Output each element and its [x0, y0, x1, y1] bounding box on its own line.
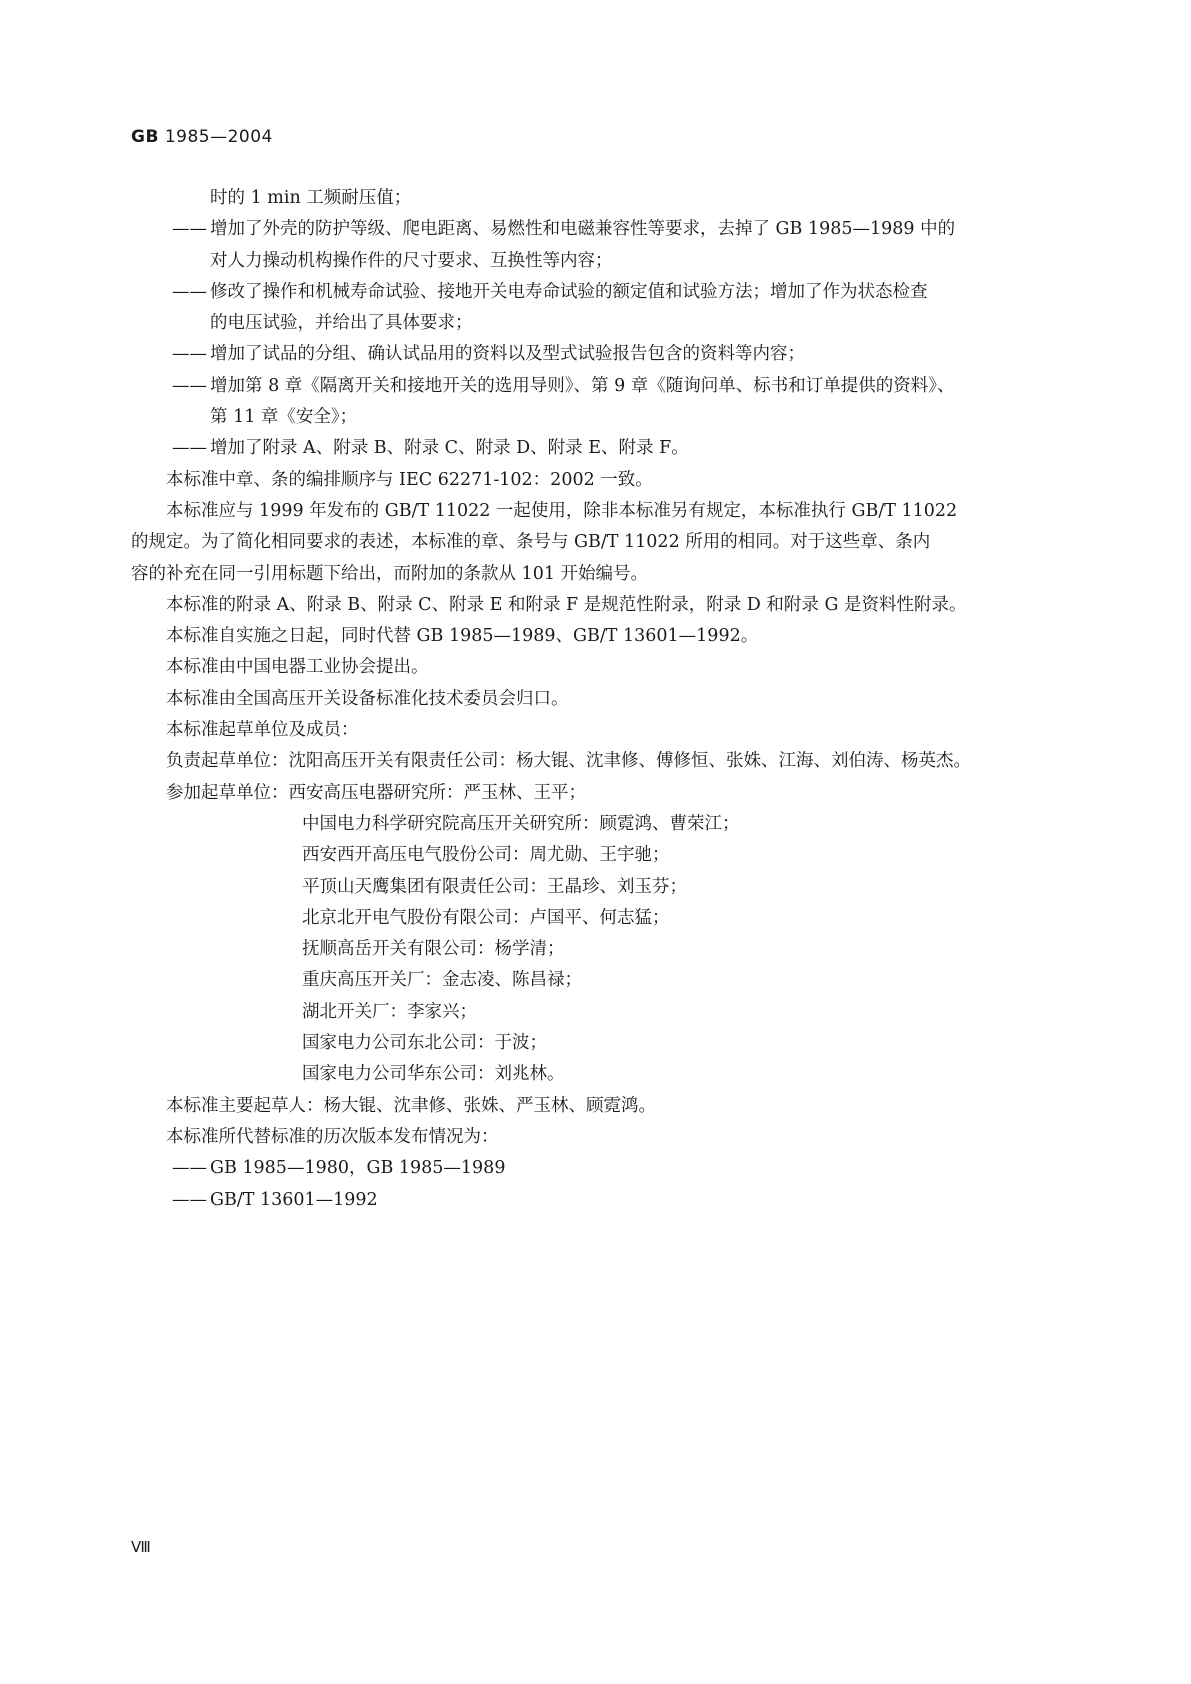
dash-marker: ——: [172, 219, 207, 240]
change-item-5: [166, 433, 1061, 464]
participating-unit: 平顶山天鹰集团有限责任公司：王晶珍、刘玉芬；: [302, 876, 687, 897]
history-item-1-text: GB 1985—1980，GB 1985—1989: [210, 1158, 506, 1179]
participating-units-list: [166, 809, 1061, 1091]
continuation-line: 时的 1 min 工频耐压值；: [210, 188, 412, 208]
change-item-2-line-1: 修改了操作和机械寿命试验、接地开关电寿命试验的额定值和试验方法；增加了作为状态检查: [210, 281, 928, 302]
paragraph-annexes: 本标准的附录 A、附录 B、附录 C、附录 E 和附录 F 是规范性附录，附录 D 和附录 G 是资料性附录。: [166, 594, 967, 615]
paragraph-main-drafters: 本标准主要起草人：杨大锟、沈聿修、张姝、严玉林、顾霓鸿。: [166, 1095, 656, 1116]
participating-unit: 重庆高压开关厂：金志凌、陈昌禄；: [302, 970, 582, 991]
history-item-2: [166, 1185, 1061, 1216]
participating-unit: 中国电力科学研究院高压开关研究所：顾霓鸿、曹荣江；: [302, 813, 740, 834]
change-item-3: [166, 339, 1061, 370]
document-code-header: [131, 127, 273, 147]
participating-unit: 抚顺高岳开关有限公司：杨学清；: [302, 939, 565, 960]
change-item-4: [166, 371, 1061, 434]
dash-marker: ——: [172, 344, 207, 365]
paragraph-replacement: 本标准自实施之日起，同时代替 GB 1985—1989、GB/T 13601—1992。: [166, 626, 759, 647]
change-item-4-line-2: 第 11 章《安全》；: [210, 407, 358, 428]
paragraph-usage-line-3: 容的补充在同一引用标题下给出，而附加的条款从 101 开始编号。: [131, 563, 649, 584]
paragraph-drafters-title: 本标准起草单位及成员：: [166, 720, 359, 741]
change-item-3-line-1: 增加了试品的分组、确认试品用的资料以及型式试验报告包含的资料等内容；: [210, 344, 805, 365]
participating-unit: 国家电力公司东北公司：于波；: [302, 1033, 547, 1054]
participating-unit: 国家电力公司华东公司：刘兆林。: [302, 1064, 565, 1085]
history-item-2-text: GB/T 13601—1992: [210, 1189, 378, 1210]
history-item-1: [166, 1153, 1061, 1184]
document-code-prefix: GB: [131, 127, 159, 147]
participating-unit: 湖北开关厂：李家兴；: [302, 1001, 477, 1022]
paragraph-usage-line-2: 的规定。为了简化相同要求的表述，本标准的章、条号与 GB/T 11022 所用的相同。对于这些章、条内: [131, 532, 931, 553]
change-item-2-line-2: 的电压试验，并给出了具体要求；: [210, 313, 473, 334]
change-item-1-line-1: 增加了外壳的防护等级、爬电距离、易燃性和电磁兼容性等要求，去掉了 GB 1985—1989 中的: [210, 219, 956, 240]
participating-unit: 北京北开电气股份有限公司：卢国平、何志猛；: [302, 907, 670, 928]
dash-marker: ——: [172, 1158, 207, 1179]
paragraph-proposer: 本标准由中国电器工业协会提出。: [166, 657, 429, 678]
dash-marker: ——: [172, 375, 207, 396]
paragraph-usage-line-1: 本标准应与 1999 年发布的 GB/T 11022 一起使用，除非本标准另有规定，本标准执行 GB/T 11022: [166, 500, 958, 521]
foreword-body: [131, 183, 1061, 1216]
change-item-5-line-1: 增加了附录 A、附录 B、附录 C、附录 D、附录 E、附录 F。: [210, 438, 689, 459]
change-item-1-line-2: 对人力操动机构操作件的尺寸要求、互换性等内容；: [210, 250, 613, 271]
change-item-4-line-1: 增加第 8 章《隔离开关和接地开关的选用导则》、第 9 章《随询问单、标书和订单提供的资料》、: [210, 375, 955, 396]
participating-unit: 西安西开高压电气股份公司：周尤勋、王宇驰；: [302, 845, 670, 866]
paragraph-committee: 本标准由全国高压开关设备标准化技术委员会归口。: [166, 688, 569, 709]
document-code-number: 1985—2004: [164, 127, 273, 147]
paragraph-history-title: 本标准所代替标准的历次版本发布情况为：: [166, 1126, 499, 1147]
dash-marker: ——: [172, 281, 207, 302]
paragraph-chapter-order: 本标准中章、条的编排顺序与 IEC 62271-102：2002 一致。: [166, 469, 653, 490]
page-number: Ⅷ: [131, 1538, 151, 1556]
paragraph-usage: [131, 496, 1061, 590]
lead-drafting-unit: 负责起草单位：沈阳高压开关有限责任公司：杨大锟、沈聿修、傅修恒、张姝、江海、刘伯涛、杨英杰。: [166, 751, 971, 772]
change-item-1: [166, 214, 1061, 277]
dash-marker: ——: [172, 1189, 207, 1210]
participating-unit-first: 参加起草单位：西安高压电器研究所：严玉林、王平；: [166, 782, 586, 803]
dash-marker: ——: [172, 438, 207, 459]
change-item-2: [166, 277, 1061, 340]
